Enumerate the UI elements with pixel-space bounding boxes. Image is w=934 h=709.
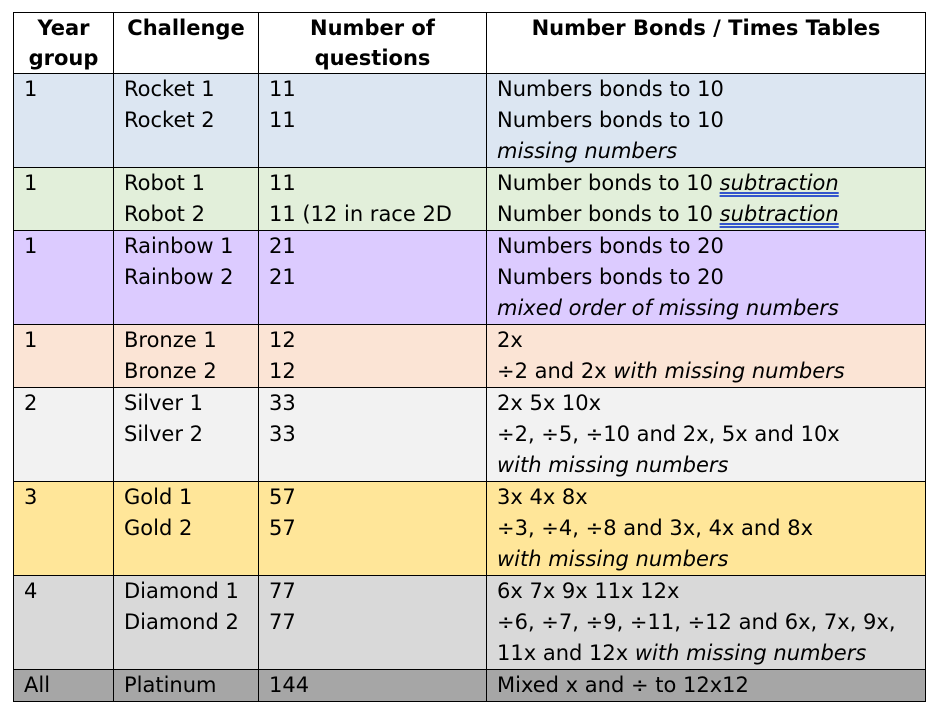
- questions-cell: 11: [259, 105, 487, 168]
- challenge-cell: Bronze 2: [114, 356, 259, 388]
- questions-cell: 57: [259, 513, 487, 576]
- questions-cell: 33: [259, 388, 487, 420]
- challenge-cell: Rocket 2: [114, 105, 259, 168]
- header-number-of-questions: Number of questions: [259, 13, 487, 74]
- table-row: [14, 513, 926, 576]
- challenge-cell: Platinum: [114, 670, 259, 702]
- questions-cell: 77: [259, 607, 487, 670]
- bonds-text: Numbers bonds to 20: [497, 265, 724, 289]
- bonds-cell: Mixed x and ÷ to 12x12: [487, 670, 926, 702]
- bonds-underlined: subtraction: [719, 171, 839, 195]
- bonds-cell: 3x 4x 8x: [487, 482, 926, 514]
- bonds-underlined: subtraction: [719, 202, 839, 226]
- bonds-cell: [487, 356, 926, 388]
- table-row: [14, 199, 926, 231]
- questions-cell: 11 (12 in race 2D: [259, 199, 487, 231]
- challenge-cell: Diamond 2: [114, 607, 259, 670]
- bonds-text: ÷6, ÷7, ÷9, ÷11, ÷12 and 6x, 7x, 9x,: [497, 610, 896, 634]
- challenge-cell: Gold 1: [114, 482, 259, 514]
- challenge-cell: Robot 2: [114, 199, 259, 231]
- challenge-cell: Silver 1: [114, 388, 259, 420]
- bonds-note: with missing numbers: [634, 641, 867, 665]
- questions-cell: 144: [259, 670, 487, 702]
- bonds-text: Number bonds to 10: [497, 202, 720, 226]
- table-row: [14, 262, 926, 325]
- bonds-cell: [487, 419, 926, 482]
- table-row: [14, 482, 926, 514]
- questions-cell: 57: [259, 482, 487, 514]
- bonds-text: ÷2, ÷5, ÷10 and 2x, 5x and 10x: [497, 422, 840, 446]
- header-number-bonds: Number Bonds / Times Tables: [487, 13, 926, 74]
- table-row: [14, 231, 926, 263]
- challenge-cell: Diamond 1: [114, 576, 259, 608]
- table-row: [14, 356, 926, 388]
- bonds-note: with missing numbers: [613, 359, 845, 383]
- header-row: [14, 13, 926, 74]
- table-row: [14, 168, 926, 200]
- bonds-note: with missing numbers: [497, 547, 729, 571]
- table-row: [14, 325, 926, 357]
- year-group-cell: 1: [14, 325, 114, 388]
- challenges-table: [13, 12, 926, 702]
- header-challenge: Challenge: [114, 13, 259, 74]
- questions-cell: 11: [259, 74, 487, 106]
- bonds-note: missing numbers: [497, 139, 678, 163]
- questions-cell: 77: [259, 576, 487, 608]
- challenge-cell: Robot 1: [114, 168, 259, 200]
- challenge-cell: Rocket 1: [114, 74, 259, 106]
- bonds-cell: [487, 168, 926, 200]
- bonds-cell: [487, 199, 926, 231]
- bonds-text: ÷2 and 2x: [497, 359, 614, 383]
- challenge-cell: Silver 2: [114, 419, 259, 482]
- challenge-cell: Bronze 1: [114, 325, 259, 357]
- table-row: [14, 670, 926, 702]
- challenge-cell: Rainbow 1: [114, 231, 259, 263]
- table-row: [14, 105, 926, 168]
- year-group-cell: 1: [14, 168, 114, 231]
- bonds-text: Number bonds to 10: [497, 171, 720, 195]
- year-group-cell: All: [14, 670, 114, 702]
- year-group-cell: 3: [14, 482, 114, 576]
- questions-cell: 11: [259, 168, 487, 200]
- year-group-cell: 4: [14, 576, 114, 670]
- bonds-cell: 2x 5x 10x: [487, 388, 926, 420]
- year-group-cell: 1: [14, 231, 114, 325]
- table-row: [14, 388, 926, 420]
- table-row: [14, 74, 926, 106]
- bonds-cell: [487, 262, 926, 325]
- bonds-text: ÷3, ÷4, ÷8 and 3x, 4x and 8x: [497, 516, 814, 540]
- header-year-group: Year group: [14, 13, 114, 74]
- bonds-note: mixed order of missing numbers: [497, 296, 839, 320]
- challenge-cell: Gold 2: [114, 513, 259, 576]
- bonds-cell: 2x: [487, 325, 926, 357]
- questions-cell: 12: [259, 356, 487, 388]
- challenge-cell: Rainbow 2: [114, 262, 259, 325]
- table-row: [14, 419, 926, 482]
- bonds-cell: [487, 607, 926, 670]
- questions-cell: 33: [259, 419, 487, 482]
- bonds-cell: Numbers bonds to 20: [487, 231, 926, 263]
- questions-cell: 21: [259, 262, 487, 325]
- year-group-cell: 2: [14, 388, 114, 482]
- questions-cell: 12: [259, 325, 487, 357]
- bonds-text: Numbers bonds to 10: [497, 108, 724, 132]
- bonds-cell: [487, 105, 926, 168]
- bonds-cell: [487, 513, 926, 576]
- table-row: [14, 607, 926, 670]
- bonds-cell: Numbers bonds to 10: [487, 74, 926, 106]
- bonds-text-line2: 11x and 12x: [497, 641, 635, 665]
- year-group-cell: 1: [14, 74, 114, 168]
- table-row: [14, 576, 926, 608]
- bonds-note: with missing numbers: [497, 453, 729, 477]
- questions-cell: 21: [259, 231, 487, 263]
- bonds-cell: 6x 7x 9x 11x 12x: [487, 576, 926, 608]
